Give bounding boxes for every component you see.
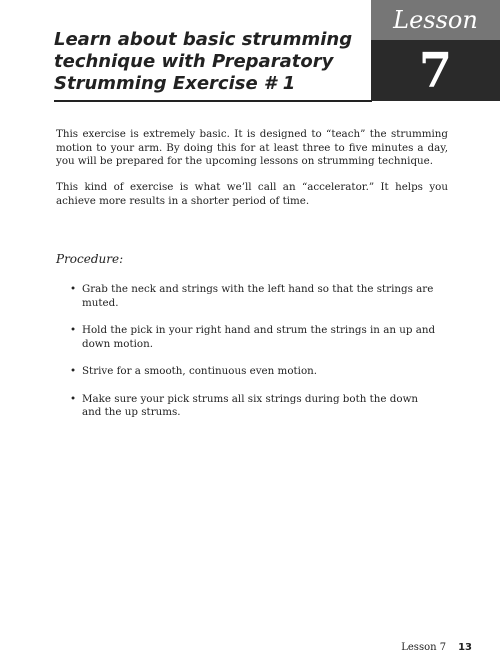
accelerator-paragraph: This kind of exercise is what we’ll call an “accelerator.” It helps you achieve more results in a shorter period of time. <box>56 181 448 207</box>
procedure-step-text: Hold the pick in your right hand and strum the strings in an up and down motion. <box>82 324 436 350</box>
bullet-icon: • <box>70 283 77 295</box>
lesson-tab-label-text: Lesson <box>393 6 478 34</box>
procedure-step-text: Make sure your pick strums all six strings during both the down and the up strums. <box>82 392 419 418</box>
lesson-number-text: 7 <box>418 42 453 99</box>
intro-paragraph: This exercise is extremely basic. It is designed to “teach” the strumming motion to your arm. By doing this for at least three to five minutes a day, you will be prepared for the upcoming lessons on strumming technique. <box>56 128 448 167</box>
footer-lesson-label: Lesson 7 <box>401 642 447 653</box>
page-footer <box>401 642 472 653</box>
procedure-step <box>70 324 440 351</box>
bullet-icon: • <box>70 392 77 405</box>
lesson-tab-number <box>371 40 500 101</box>
bullet-icon: • <box>70 365 77 377</box>
page-title: Learn about basic strumming technique with Preparatory Strumming Exercise # 1 <box>54 29 353 94</box>
title-underline-divider <box>54 100 372 102</box>
procedure-step <box>70 283 440 310</box>
procedure-step-text: Strive for a smooth, continuous even motion. <box>82 365 318 377</box>
procedure-step <box>70 393 440 420</box>
procedure-heading: Procedure: <box>56 252 124 266</box>
procedure-step <box>70 365 440 379</box>
procedure-step-text: Grab the neck and strings with the left hand so that the strings are muted. <box>82 283 434 309</box>
procedure-steps-list <box>70 283 440 434</box>
lesson-tab-label <box>371 0 500 40</box>
bullet-icon: • <box>70 324 77 336</box>
footer-page-number: 13 <box>458 642 472 653</box>
